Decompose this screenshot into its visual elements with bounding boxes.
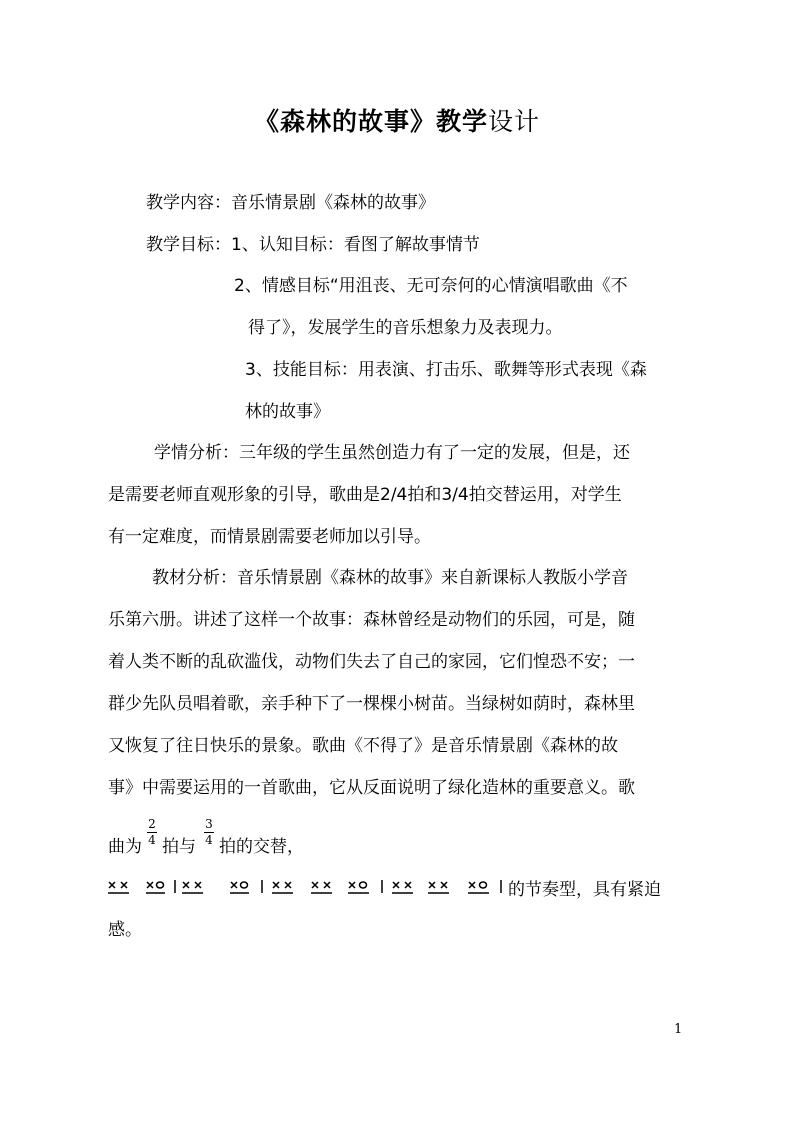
document-title bbox=[0, 102, 794, 138]
material-analysis-line-5: 又恢复了往日快乐的景象。歌曲《不得了》是音乐情景剧《森林的故 bbox=[108, 736, 618, 756]
time-signature-3-4 bbox=[204, 818, 214, 847]
frac2-numerator: 3 bbox=[205, 817, 213, 831]
goals-line bbox=[146, 235, 480, 255]
content-label: 教学内容： bbox=[146, 193, 231, 213]
goal-1: 1、认知目标：看图了解故事情节 bbox=[231, 235, 480, 255]
rhythm-notation-graphic bbox=[107, 876, 507, 898]
material-analysis-line-7a: 曲为 bbox=[108, 837, 142, 857]
material-analysis-line-3: 着人类不断的乱砍滥伐，动物们失去了自己的家园，它们惶恐不安；一 bbox=[108, 652, 635, 672]
material-analysis-line-9: 感。 bbox=[108, 920, 142, 940]
rhythm-notation bbox=[107, 876, 507, 898]
title-bold: 《森林的故事》教学 bbox=[253, 107, 488, 136]
material-analysis-line-7c: 拍的交替， bbox=[219, 837, 304, 857]
learner-analysis-line-2: 是需要老师直观形象的引导，歌曲是2/4拍和3/4拍交替运用，对学生 bbox=[108, 485, 622, 505]
material-analysis-line-1: 教材分析：音乐情景剧《森林的故事》来自新课标人教版小学音 bbox=[152, 568, 628, 588]
time-signature-2-4 bbox=[147, 818, 157, 847]
material-analysis-line-4: 群少先队员唱着歌，亲手种下了一棵棵小树苗。当绿树如荫时，森林里 bbox=[108, 694, 635, 714]
frac1-denominator: 4 bbox=[148, 833, 156, 847]
frac1-numerator: 2 bbox=[148, 817, 156, 831]
goal-3-line-2: 林的故事》 bbox=[245, 402, 330, 422]
frac2-denominator: 4 bbox=[205, 833, 213, 847]
goal-3-line-1: 3、技能目标：用表演、打击乐、歌舞等形式表现《森 bbox=[245, 360, 647, 380]
learner-analysis-line-1: 学情分析：三年级的学生虽然创造力有了一定的发展，但是，还 bbox=[154, 443, 630, 463]
material-analysis-line-2: 乐第六册。讲述了这样一个故事：森林曾经是动物们的乐园，可是，随 bbox=[108, 610, 635, 630]
content-line bbox=[146, 193, 435, 213]
material-analysis-line-6: 事》中需要运用的一首歌曲，它从反面说明了绿化造林的重要意义。歌 bbox=[108, 778, 635, 798]
goal-2-line-1: 2、情感目标“用沮丧、无可奈何的心情演唱歌曲《不 bbox=[234, 276, 628, 296]
title-light: 设计 bbox=[488, 107, 541, 136]
goals-label: 教学目标： bbox=[146, 235, 231, 255]
material-analysis-line-7b: 拍与 bbox=[162, 837, 196, 857]
goal-2-line-2: 得了》，发展学生的音乐想象力及表现力。 bbox=[248, 318, 563, 338]
content-text: 音乐情景剧《森林的故事》 bbox=[231, 193, 435, 213]
material-analysis-line-8-suffix: 的节奏型，具有紧迫 bbox=[508, 880, 661, 900]
page-number: 1 bbox=[674, 1022, 683, 1037]
learner-analysis-line-3: 有一定难度，而情景剧需要老师加以引导。 bbox=[108, 527, 431, 547]
